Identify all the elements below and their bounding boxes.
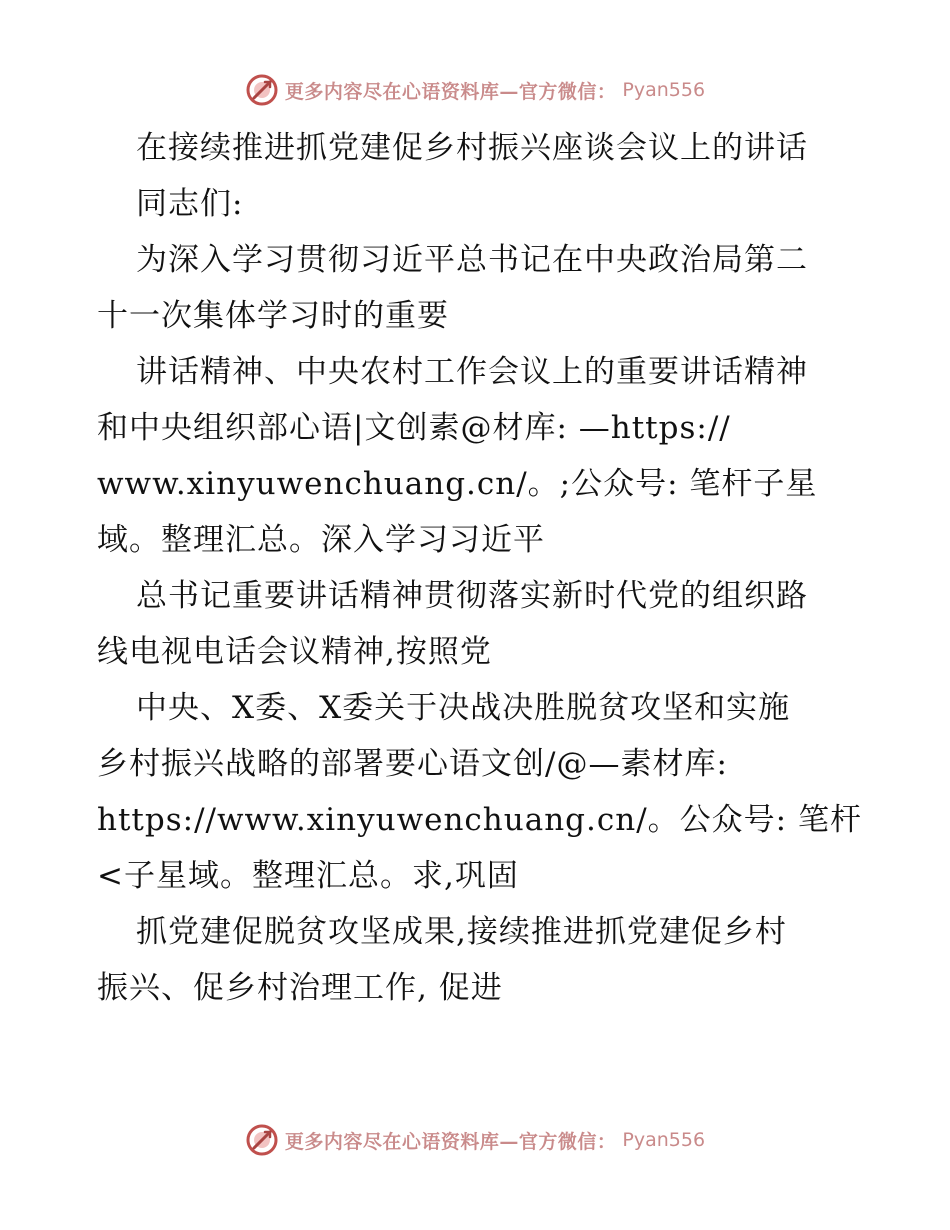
body-line: <子星域。整理汇总。求,巩固 bbox=[97, 858, 519, 894]
body-line: www.xinyuwenchuang.cn/。;公众号: 笔杆子星 bbox=[97, 466, 818, 502]
body-line: 抓党建促脱贫攻坚成果,接续推进抓党建促乡村 bbox=[136, 914, 787, 950]
body-line: 线电视电话会议精神,按照党 bbox=[97, 634, 492, 670]
footer-banner-text: 更多内容尽在心语资料库—官方微信： bbox=[284, 1130, 617, 1153]
body-line: 域。整理汇总。深入学习习近平 bbox=[97, 522, 545, 558]
body-line: 乡村振兴战略的部署要心语文创/@—素材库: bbox=[97, 746, 728, 782]
header-banner bbox=[0, 70, 950, 110]
document-body bbox=[97, 120, 862, 1016]
footer-banner bbox=[0, 1120, 950, 1160]
body-line: 和中央组织部心语|文创素@材库: —https:// bbox=[97, 410, 731, 446]
body-line: https://www.xinyuwenchuang.cn/。公众号: 笔杆 bbox=[97, 802, 862, 838]
footer-banner-contact: Pyan556 bbox=[622, 1129, 706, 1151]
body-line: 为深入学习贯彻习近平总书记在中央政治局第二 bbox=[136, 242, 808, 278]
red-circular-logo-icon bbox=[245, 73, 279, 107]
body-line: 振兴、促乡村治理工作, 促进 bbox=[97, 970, 503, 1006]
red-circular-logo-icon bbox=[245, 1123, 279, 1157]
body-line: 十一次集体学习时的重要 bbox=[97, 298, 449, 334]
document-title: 在接续推进抓党建促乡村振兴座谈会议上的讲话 bbox=[136, 130, 808, 166]
header-banner-contact: Pyan556 bbox=[622, 79, 706, 101]
body-line: 中央、X委、X委关于决战决胜脱贫攻坚和实施 bbox=[136, 690, 791, 726]
body-line: 讲话精神、中央农村工作会议上的重要讲话精神 bbox=[136, 354, 808, 390]
header-banner-text: 更多内容尽在心语资料库—官方微信： bbox=[284, 80, 617, 103]
body-line: 同志们: bbox=[136, 186, 244, 222]
body-line: 总书记重要讲话精神贯彻落实新时代党的组织路 bbox=[136, 578, 808, 614]
